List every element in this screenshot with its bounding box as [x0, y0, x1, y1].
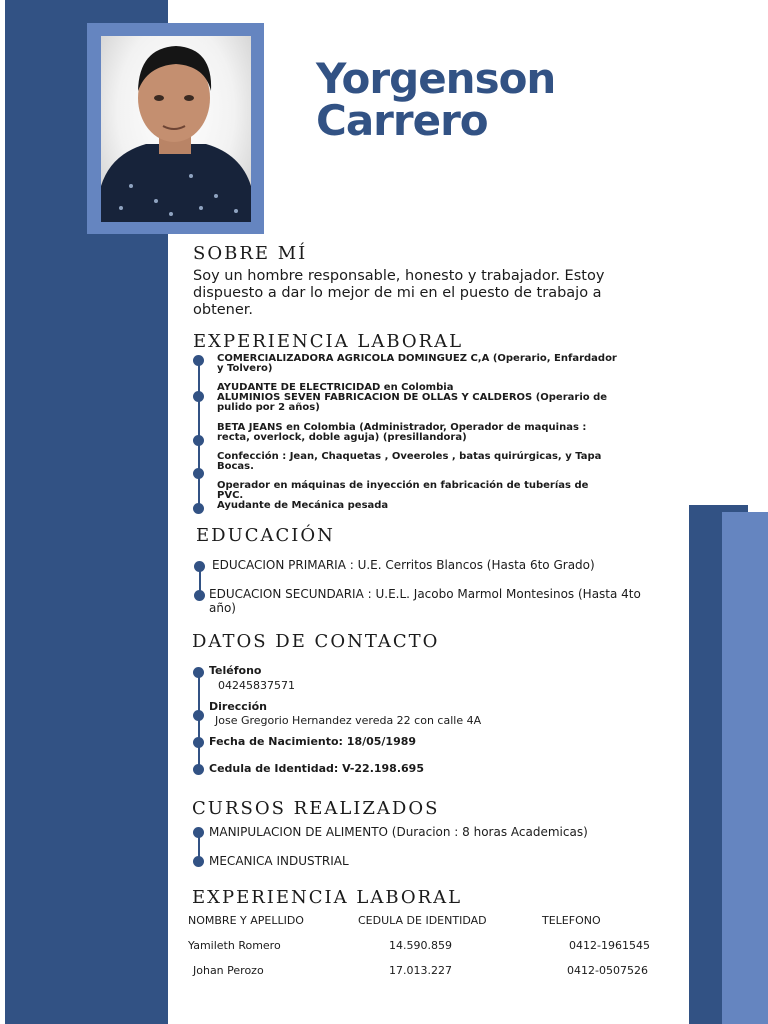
education-timeline-dot [194, 561, 205, 572]
education-timeline-dot [194, 590, 205, 601]
experience-timeline-dot [193, 435, 204, 446]
references-heading: EXPERIENCIA LABORAL [192, 887, 463, 908]
references-column-header: NOMBRE Y APELLIDO [188, 914, 304, 927]
experience-item: BETA JEANS en Colombia (Administrador, Operador de maquinas : recta, overlock, doble aguja) (presillandora) [217, 422, 587, 443]
contact-timeline-dot [193, 710, 204, 721]
right-color-band-light [722, 512, 768, 1024]
contact-timeline-dot [193, 764, 204, 775]
address-value: Jose Gregorio Hernandez vereda 22 con calle 4A [215, 714, 482, 727]
courses-timeline-dot [193, 827, 204, 838]
courses-heading: CURSOS REALIZADOS [192, 798, 440, 819]
experience-timeline-dot [193, 355, 204, 366]
courses-timeline-dot [193, 856, 204, 867]
person-portrait-icon [101, 36, 251, 222]
address-label: Dirección [209, 700, 267, 713]
education-item: EDUCACION SECUNDARIA : U.E.L. Jacobo Marmol Montesinos (Hasta 4to año) [209, 587, 641, 615]
course-item: MECANICA INDUSTRIAL [209, 854, 349, 868]
experience-heading: EXPERIENCIA LABORAL [193, 331, 464, 352]
education-item: EDUCACION PRIMARIA : U.E. Cerritos Blancos (Hasta 6to Grado) [212, 558, 595, 572]
phone-label: Teléfono [209, 664, 262, 677]
experience-item: Operador en máquinas de inyección en fabricación de tuberías de PVC. [217, 480, 589, 501]
experience-item: COMERCIALIZADORA AGRICOLA DOMINGUEZ C,A (Operario, Enfardador y Tolvero) [217, 353, 617, 374]
phone-value: 04245837571 [218, 679, 295, 692]
name-second-line: Carrero [316, 96, 488, 145]
experience-item: Confección : Jean, Chaquetas , Oveeroles , batas quirúrgicas, y Tapa Bocas. [217, 451, 602, 472]
candidate-name [316, 54, 556, 145]
experience-item: ALUMINIOS SEVEN FABRICACION DE OLLAS Y CALDEROS (Operario de pulido por 2 años) [217, 392, 608, 413]
reference-id: 17.013.227 [389, 964, 452, 977]
contact-timeline-dot [193, 737, 204, 748]
experience-timeline-dot [193, 503, 204, 514]
contact-timeline-dot [193, 667, 204, 678]
about-heading: SOBRE MÍ [193, 243, 308, 264]
experience-timeline-dot [193, 391, 204, 402]
references-column-header: TELEFONO [542, 914, 601, 927]
reference-name: Johan Perozo [193, 964, 264, 977]
course-item: MANIPULACION DE ALIMENTO (Duracion : 8 horas Academicas) [209, 825, 588, 839]
identity-card: Cedula de Identidad: V-22.198.695 [209, 762, 424, 775]
experience-timeline-dot [193, 468, 204, 479]
contact-heading: DATOS DE CONTACTO [192, 631, 440, 652]
reference-name: Yamileth Romero [188, 939, 281, 952]
references-column-header: CEDULA DE IDENTIDAD [358, 914, 487, 927]
about-text: Soy un hombre responsable, honesto y trabajador. Estoy dispuesto a dar lo mejor de mi en el puesto de trabajo a obtener. [193, 268, 605, 318]
profile-photo [101, 36, 251, 222]
birth-date: Fecha de Nacimiento: 18/05/1989 [209, 735, 417, 748]
education-heading: EDUCACIÓN [196, 525, 335, 546]
experience-item: Ayudante de Mecánica pesada [217, 500, 389, 511]
reference-id: 14.590.859 [389, 939, 452, 952]
reference-phone: 0412-0507526 [567, 964, 648, 977]
reference-phone: 0412-1961545 [569, 939, 650, 952]
experience-timeline-line [198, 360, 200, 508]
experience-item: AYUDANTE DE ELECTRICIDAD en Colombia [217, 382, 454, 393]
name-first-line: Yorgenson [316, 54, 556, 103]
